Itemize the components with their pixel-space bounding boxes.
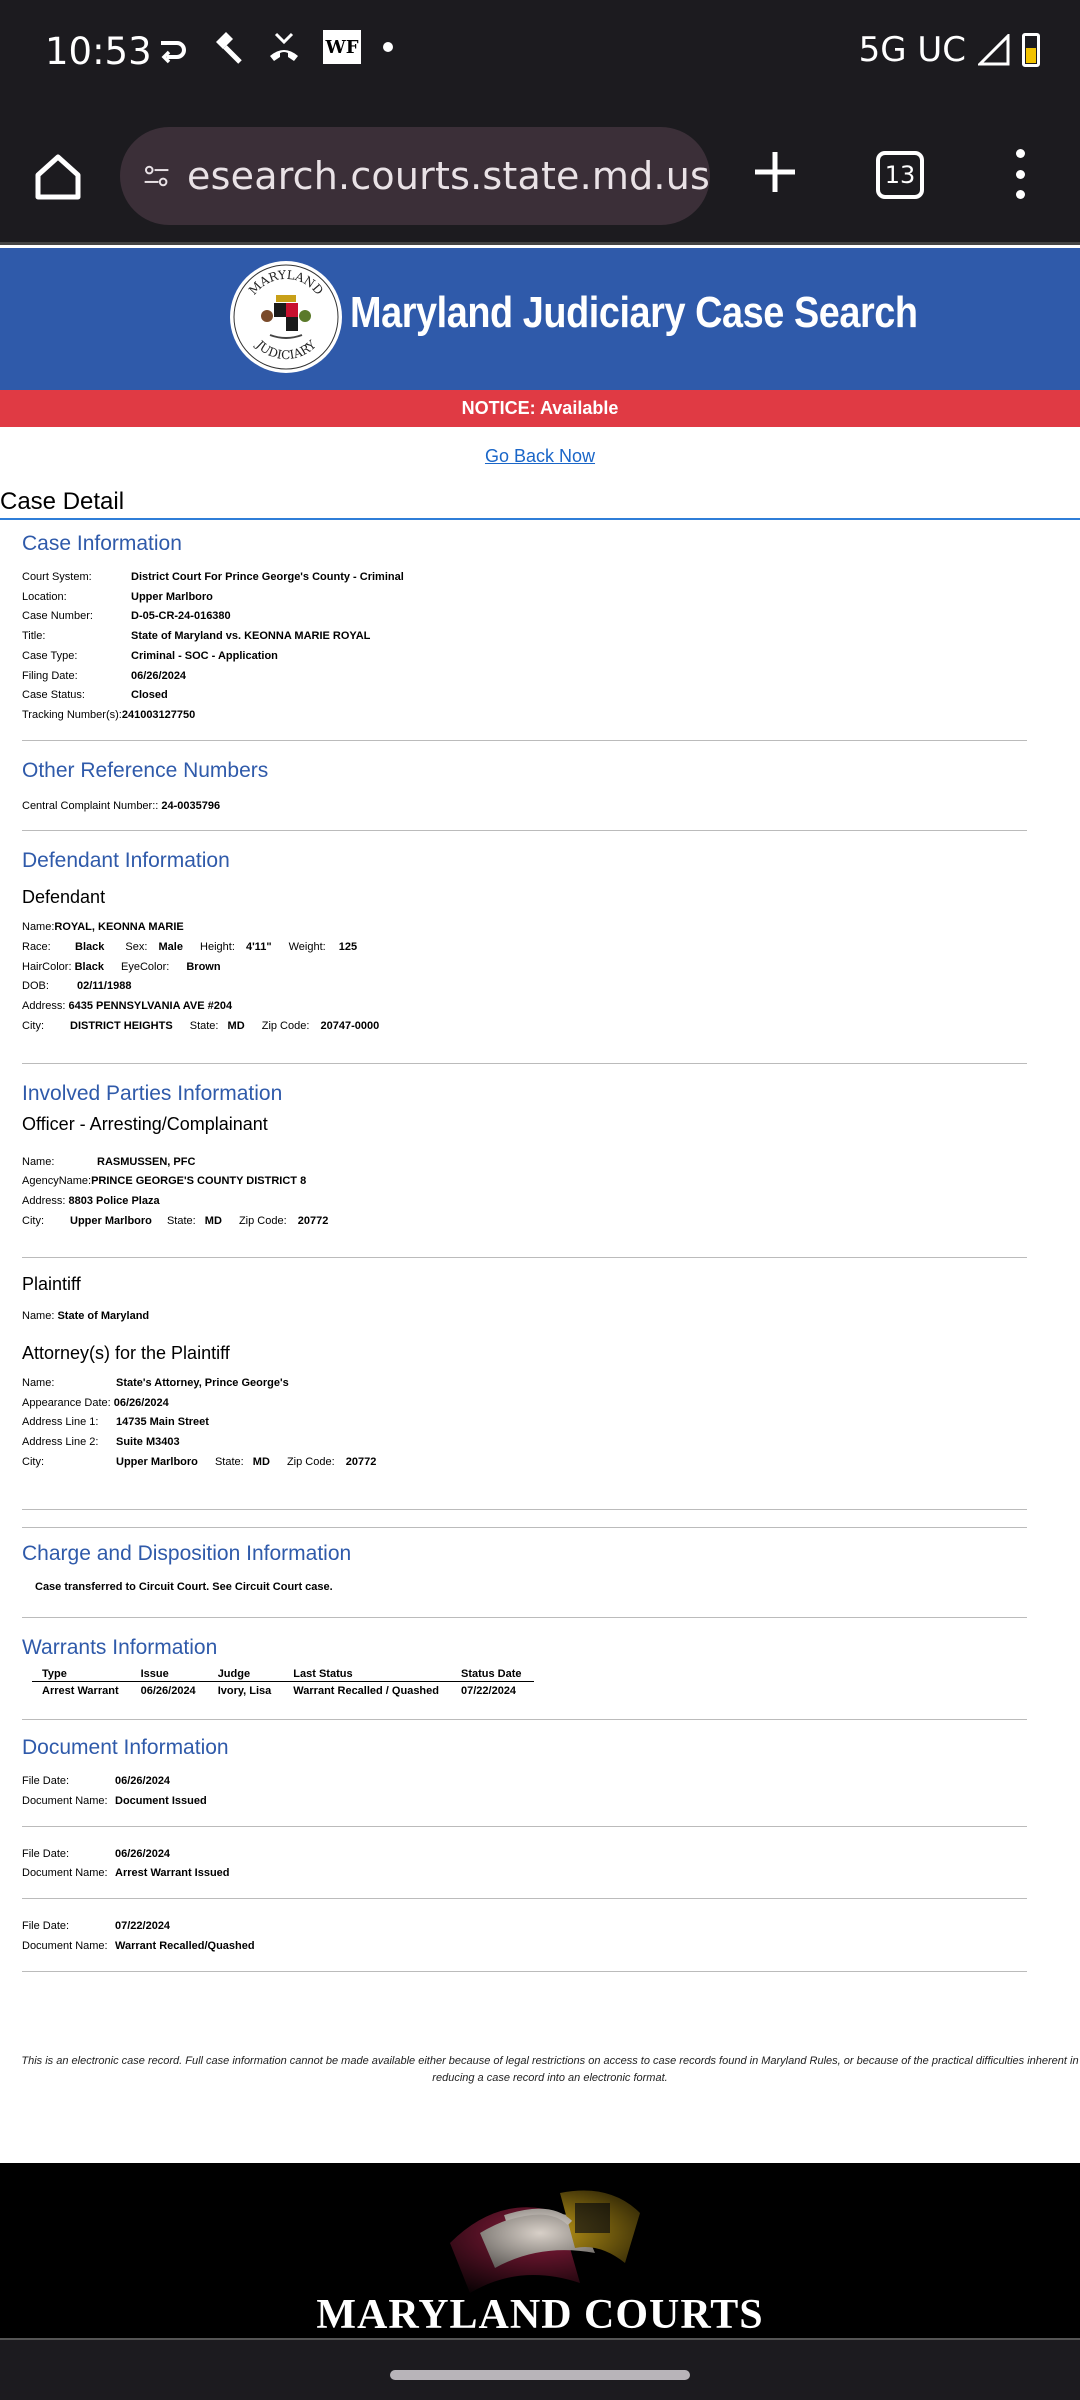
case-field-row bbox=[22, 647, 1027, 667]
attorney-name-row: Name: State's Attorney, Prince George's bbox=[22, 1377, 289, 1390]
field-label: Filing Date: bbox=[22, 669, 78, 682]
file-date-value: 06/26/2024 bbox=[115, 1847, 171, 1860]
subheading: Defendant bbox=[22, 887, 106, 908]
section-heading: Involved Parties Information bbox=[22, 1081, 283, 1105]
more-notifications-dot bbox=[383, 42, 393, 52]
table-body bbox=[32, 1682, 534, 1698]
attorney-address2-row: Address Line 2: Suite M3403 bbox=[22, 1436, 180, 1449]
field-value: D-05-CR-24-016380 bbox=[131, 610, 231, 623]
more-options-icon[interactable] bbox=[1010, 149, 1030, 199]
new-tab-icon[interactable] bbox=[752, 149, 798, 195]
plaintiff-name-row: Name: State of Maryland bbox=[22, 1310, 150, 1323]
case-field-row bbox=[22, 686, 1027, 706]
document-name-label: Document Name: bbox=[22, 1867, 108, 1880]
field-label: Case Status: bbox=[22, 689, 85, 702]
section-heading: Other Reference Numbers bbox=[22, 758, 269, 782]
document-name-value: Arrest Warrant Issued bbox=[115, 1867, 230, 1880]
section-heading: Charge and Disposition Information bbox=[22, 1541, 352, 1565]
field-label: Court System: bbox=[22, 571, 92, 583]
document-entry bbox=[22, 1772, 1027, 1826]
defendant-section bbox=[22, 831, 1027, 1063]
defendant-name-row: Name:ROYAL, KEONNA MARIE bbox=[22, 921, 184, 934]
section-heading: Case Information bbox=[22, 532, 182, 555]
browser-toolbar bbox=[0, 105, 1080, 245]
file-date-label: File Date: bbox=[22, 1775, 70, 1788]
charge-disposition-section bbox=[22, 1528, 1027, 1619]
system-indicators bbox=[859, 30, 1040, 70]
attorney-city-row: City: Upper Marlboro State: MD Zip Code: 20772 bbox=[22, 1455, 377, 1468]
redirect-icon bbox=[155, 30, 189, 64]
defendant-physical-row: Race: Black Sex: Male Height: 4'11" Weight: 125 bbox=[22, 941, 358, 954]
column-header: Issue bbox=[131, 1668, 208, 1682]
defendant-dob-row: DOB: 02/11/1988 bbox=[22, 980, 132, 993]
case-information-section bbox=[22, 520, 1027, 741]
field-label: Location: bbox=[22, 590, 67, 603]
field-value: Upper Marlboro bbox=[131, 590, 213, 603]
warrants-section bbox=[22, 1618, 1027, 1720]
field-value: District Court For Prince George's County - Criminal bbox=[131, 571, 404, 583]
field-label: Case Type: bbox=[22, 649, 78, 662]
subheading: Plaintiff bbox=[22, 1274, 81, 1295]
attorney-appearance-row: Appearance Date: 06/26/2024 bbox=[22, 1396, 169, 1409]
officer-address-row: Address: 8803 Police Plaza bbox=[22, 1194, 160, 1207]
column-header: Status Date bbox=[451, 1668, 534, 1682]
document-information-section bbox=[22, 1720, 1027, 1971]
svg-text:MARYLAND: MARYLAND bbox=[246, 267, 327, 298]
officer-city-row: City: Upper Marlboro State: MD Zip Code: 20772 bbox=[22, 1214, 329, 1227]
table-cell: Ivory, Lisa bbox=[217, 1685, 272, 1698]
document-name-value: Document Issued bbox=[115, 1794, 207, 1807]
case-field-row bbox=[22, 588, 1027, 608]
maryland-flag-art-icon bbox=[410, 2173, 670, 2293]
site-settings-icon[interactable] bbox=[142, 154, 171, 198]
section-heading: Document Information bbox=[22, 1736, 229, 1760]
disclaimer-text: This is an electronic case record. Full case information cannot be made available either because of legal restrictions on access to case records found in Maryland Rules, or because of the practical difficulties inherent in reducing a case record into an electronic format. bbox=[21, 2055, 1079, 2084]
document-entry bbox=[22, 1827, 1027, 1899]
officer-agency-row: AgencyName:PRINCE GEORGE'S COUNTY DISTRICT 8 bbox=[22, 1175, 307, 1188]
warrants-table bbox=[32, 1668, 534, 1697]
defendant-city-row: City: DISTRICT HEIGHTS State: MD Zip Code: 20747-0000 bbox=[22, 1019, 380, 1032]
battery-icon bbox=[1022, 33, 1040, 67]
address-bar[interactable] bbox=[120, 127, 710, 225]
field-value: 241003127750 bbox=[121, 708, 196, 721]
case-field-row bbox=[22, 568, 1027, 588]
field-label: Tracking Number(s): bbox=[22, 708, 122, 721]
maryland-judiciary-seal-icon bbox=[230, 261, 342, 373]
table-header-row bbox=[32, 1668, 534, 1682]
other-reference-section bbox=[22, 741, 1027, 832]
case-field-row bbox=[22, 706, 1027, 726]
table-cell: Warrant Recalled / Quashed bbox=[293, 1685, 439, 1698]
table-cell: 06/26/2024 bbox=[140, 1685, 196, 1698]
notification-icons bbox=[155, 30, 393, 64]
tab-switcher-button[interactable]: 13 bbox=[876, 151, 924, 199]
section-spacer bbox=[22, 1510, 1027, 1528]
document-list bbox=[22, 1772, 1027, 1971]
site-header bbox=[0, 248, 1080, 390]
attorney-address1-row: Address Line 1: 14735 Main Street bbox=[22, 1416, 209, 1429]
case-fields bbox=[22, 568, 1027, 726]
site-title: Maryland Judiciary Case Search bbox=[350, 288, 918, 337]
field-value: Closed bbox=[131, 689, 168, 702]
site-footer bbox=[0, 2163, 1080, 2338]
go-back-link[interactable]: Go Back Now bbox=[484, 446, 596, 466]
defendant-colors-row: HairColor: Black EyeColor: Brown bbox=[22, 960, 221, 973]
table-cell: 07/22/2024 bbox=[461, 1685, 517, 1698]
document-name-label: Document Name: bbox=[22, 1939, 108, 1952]
officer-name-row: Name: RASMUSSEN, PFC bbox=[22, 1155, 196, 1168]
column-header: Type bbox=[32, 1668, 131, 1682]
status-bar bbox=[0, 0, 1080, 105]
field-label: Case Number: bbox=[22, 610, 93, 623]
subheading: Officer - Arresting/Complainant bbox=[22, 1113, 268, 1134]
signal-icon bbox=[978, 34, 1010, 66]
table-row bbox=[32, 1682, 534, 1698]
svg-text:JUDICIARY: JUDICIARY bbox=[253, 337, 319, 363]
column-header: Last Status bbox=[283, 1668, 451, 1682]
field-value: Criminal - SOC - Application bbox=[131, 649, 278, 662]
home-icon[interactable] bbox=[32, 151, 84, 203]
section-heading: Defendant Information bbox=[22, 849, 230, 873]
field-label: Title: bbox=[22, 630, 46, 643]
missed-call-icon bbox=[267, 30, 301, 64]
file-date-value: 06/26/2024 bbox=[115, 1775, 171, 1788]
clock: 10:53 bbox=[45, 30, 152, 73]
plaintiff-section bbox=[22, 1258, 1027, 1509]
subheading: Attorney(s) for the Plaintiff bbox=[22, 1343, 230, 1364]
document-entry bbox=[22, 1899, 1027, 1971]
file-date-label: File Date: bbox=[22, 1920, 70, 1933]
wf-app-icon: WF bbox=[323, 30, 361, 64]
network-label: 5G UC bbox=[858, 30, 966, 70]
system-navigation-bar bbox=[0, 2338, 1080, 2400]
hammer-icon bbox=[211, 30, 245, 64]
defendant-address-row: Address: 6435 PENNSYLVANIA AVE #204 bbox=[22, 1000, 233, 1013]
complaint-number-row: Central Complaint Number:: 24-0035796 bbox=[22, 799, 221, 812]
file-date-label: File Date: bbox=[22, 1847, 70, 1860]
column-header: Judge bbox=[208, 1668, 284, 1682]
case-field-row bbox=[22, 627, 1027, 647]
involved-parties-section bbox=[22, 1064, 1027, 1259]
table-cell: Arrest Warrant bbox=[42, 1685, 119, 1698]
case-detail-content bbox=[22, 520, 1027, 1972]
notice-banner: NOTICE: Available bbox=[0, 390, 1080, 427]
section-heading: Warrants Information bbox=[22, 1636, 218, 1660]
page-title: Case Detail bbox=[0, 488, 125, 515]
file-date-value: 07/22/2024 bbox=[115, 1920, 171, 1933]
go-back-link-container bbox=[0, 446, 1080, 467]
case-field-row bbox=[22, 667, 1027, 687]
case-field-row bbox=[22, 607, 1027, 627]
document-name-label: Document Name: bbox=[22, 1794, 108, 1807]
field-value: 06/26/2024 bbox=[131, 669, 187, 682]
footer-title: MARYLAND COURTS bbox=[316, 2292, 764, 2338]
document-name-value: Warrant Recalled/Quashed bbox=[115, 1939, 255, 1952]
gesture-handle[interactable] bbox=[390, 2370, 690, 2380]
url-text[interactable]: esearch.courts.state.md.us bbox=[187, 154, 710, 198]
charge-text: Case transferred to Circuit Court. See Circuit Court case. bbox=[35, 1580, 333, 1593]
field-value: State of Maryland vs. KEONNA MARIE ROYAL bbox=[131, 630, 371, 643]
